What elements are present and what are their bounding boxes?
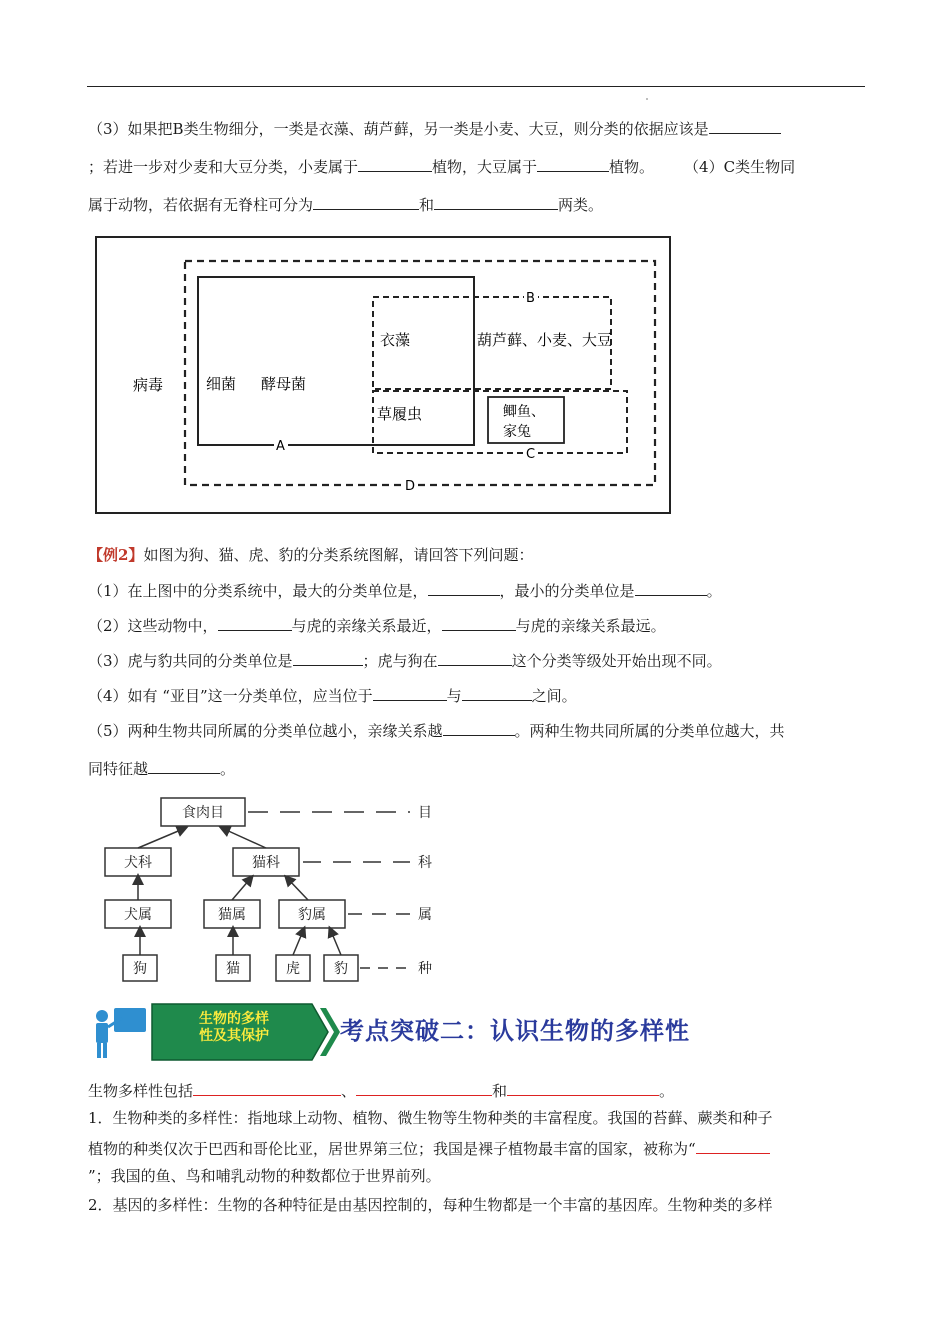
answer-blank[interactable] bbox=[434, 194, 558, 210]
q3-text-c: 这个分类等级处开始出现不同。 bbox=[511, 652, 722, 670]
tiger-label: 虎 bbox=[286, 961, 300, 977]
label-d: D bbox=[405, 479, 416, 494]
diversity-text-1d: 。 bbox=[659, 1082, 675, 1100]
example2-q3 bbox=[88, 650, 722, 671]
badge-line-1: 生物的多样 bbox=[199, 1011, 269, 1027]
animals-label-1: 鲫鱼、 bbox=[503, 404, 545, 420]
q3-line-1 bbox=[88, 118, 781, 139]
q2-text-b: 与虎的亲缘关系最近， bbox=[291, 617, 442, 635]
diversity-text-1a: 生物多样性包括 bbox=[88, 1082, 194, 1100]
diversity-text-3a: 植物的种类仅次于巴西和哥伦比亚，居世界第三位；我国是裸子植物最丰富的国家，被称为“ bbox=[88, 1140, 696, 1158]
teacher-icon bbox=[96, 1008, 146, 1058]
q1-text-b: ，最小的分类单位是 bbox=[499, 582, 635, 600]
paramecium-label: 草履虫 bbox=[377, 405, 423, 423]
q3-line-2 bbox=[88, 156, 795, 177]
rank-order-label: 目 bbox=[418, 805, 432, 821]
diversity-line-5: 2．基因的多样性：生物的各种特征是由基因控制的，每种生物都是一个丰富的基因库。生物种类的多样 bbox=[88, 1196, 773, 1214]
q4-text-b: 与 bbox=[446, 687, 462, 705]
label-a: A bbox=[276, 439, 285, 454]
header-dot bbox=[646, 98, 648, 100]
algae-label: 衣藻 bbox=[380, 331, 411, 349]
answer-blank[interactable] bbox=[462, 685, 532, 701]
q4-text-3b: 和 bbox=[419, 196, 435, 214]
q3-line-3 bbox=[88, 194, 603, 215]
canidae-label: 犬科 bbox=[124, 855, 152, 871]
q2-text-c: 与虎的亲缘关系最远。 bbox=[515, 617, 666, 635]
dog-label: 狗 bbox=[133, 961, 147, 977]
q4-text-3a: 属于动物，若依据有无脊柱可分为 bbox=[88, 196, 314, 214]
rank-genus-label: 属 bbox=[418, 907, 432, 923]
example2-q5 bbox=[88, 720, 785, 741]
answer-blank[interactable] bbox=[148, 758, 220, 774]
answer-blank[interactable] bbox=[635, 580, 707, 596]
answer-blank[interactable] bbox=[537, 156, 609, 172]
group-a-box bbox=[198, 277, 474, 445]
q4-text-a: （4）如有 “亚目”这一分类单位，应当位于 bbox=[88, 687, 373, 705]
group-d-box bbox=[185, 261, 655, 485]
canis-label: 犬属 bbox=[124, 907, 152, 923]
taxonomy-tree bbox=[98, 793, 438, 985]
q3-text-2c: 植物。 bbox=[609, 158, 655, 176]
q3-text-2a: ；若进一步对少麦和大豆分类，小麦属于 bbox=[88, 158, 359, 176]
example-intro-text: 如图为狗、猫、虎、豹的分类系统图解，请回答下列问题： bbox=[143, 546, 534, 564]
panthera-label: 豹属 bbox=[298, 907, 326, 923]
example2-intro bbox=[88, 545, 533, 565]
example2-q5-cont bbox=[88, 758, 235, 779]
answer-blank[interactable] bbox=[356, 1080, 492, 1096]
diversity-text-1b: 、 bbox=[341, 1082, 357, 1100]
rank-species-label: 种 bbox=[418, 961, 432, 977]
diversity-line-4: ”；我国的鱼、鸟和哺乳动物的种数都位于世界前列。 bbox=[88, 1167, 441, 1185]
felidae-label: 猫科 bbox=[252, 855, 280, 871]
answer-blank[interactable] bbox=[193, 1080, 341, 1096]
section-badge-text bbox=[164, 1011, 304, 1045]
diversity-text-1c: 和 bbox=[492, 1082, 508, 1100]
answer-blank[interactable] bbox=[438, 650, 512, 666]
badge-line-2: 性及其保护 bbox=[199, 1028, 269, 1044]
answer-blank[interactable] bbox=[293, 650, 363, 666]
q5-text-c: 同特征越 bbox=[88, 760, 149, 778]
q3-text-2b: 植物，大豆属于 bbox=[432, 158, 538, 176]
label-c: C bbox=[526, 447, 536, 462]
felis-label: 猫属 bbox=[218, 907, 246, 923]
q4-text: （4）C类生物同 bbox=[684, 158, 796, 176]
classification-figure bbox=[93, 235, 673, 515]
header-rule bbox=[87, 86, 865, 87]
q4-text-c: 之间。 bbox=[531, 687, 577, 705]
diversity-line-3 bbox=[88, 1138, 770, 1159]
answer-blank[interactable] bbox=[218, 615, 292, 631]
answer-blank[interactable] bbox=[428, 580, 500, 596]
answer-blank[interactable] bbox=[358, 156, 432, 172]
animals-label-2: 家兔 bbox=[503, 424, 531, 440]
example-label: 【例2】 bbox=[88, 546, 144, 564]
answer-blank[interactable] bbox=[443, 720, 515, 736]
q4-text-3c: 两类。 bbox=[558, 196, 604, 214]
q3-text-b: ；虎与狗在 bbox=[362, 652, 438, 670]
yeast-label: 酵母菌 bbox=[261, 375, 307, 393]
q5-text-b: 。两种生物共同所属的分类单位越大，共 bbox=[514, 722, 785, 740]
q3-text-1: （3）如果把B类生物细分，一类是衣藻、葫芦藓，另一类是小麦、大豆，则分类的依据应该是 bbox=[88, 120, 709, 138]
answer-blank[interactable] bbox=[709, 118, 781, 134]
virus-label: 病毒 bbox=[133, 376, 164, 394]
q5-text-a: （5）两种生物共同所属的分类单位越小，亲缘关系越 bbox=[88, 722, 443, 740]
q3-text-a: （3）虎与豹共同的分类单位是 bbox=[88, 652, 293, 670]
answer-blank[interactable] bbox=[442, 615, 516, 631]
diversity-line-1 bbox=[88, 1080, 674, 1101]
plants-label: 葫芦藓、小麦、大豆 bbox=[477, 331, 613, 349]
q2-text-a: （2）这些动物中， bbox=[88, 617, 218, 635]
answer-blank[interactable] bbox=[696, 1138, 770, 1154]
rank-family-label: 科 bbox=[418, 855, 432, 871]
order-label: 食肉目 bbox=[182, 805, 224, 821]
example2-q4 bbox=[88, 685, 577, 706]
answer-blank[interactable] bbox=[507, 1080, 659, 1096]
answer-blank[interactable] bbox=[373, 685, 447, 701]
bacteria-label: 细菌 bbox=[206, 375, 237, 393]
section-title: 考点突破二：认识生物的多样性 bbox=[340, 1017, 690, 1045]
example2-q2 bbox=[88, 615, 666, 636]
example2-q1 bbox=[88, 580, 722, 601]
leopard-label: 豹 bbox=[334, 961, 348, 977]
q1-text-c: 。 bbox=[706, 582, 722, 600]
q5-text-d: 。 bbox=[220, 760, 236, 778]
diversity-line-2: 1．生物种类的多样性：指地球上动物、植物、微生物等生物种类的丰富程度。我国的苔藓、蕨类和种子 bbox=[88, 1109, 773, 1127]
answer-blank[interactable] bbox=[313, 194, 419, 210]
q1-text-a: （1）在上图中的分类系统中，最大的分类单位是， bbox=[88, 582, 428, 600]
label-b: B bbox=[526, 291, 535, 306]
cat-label: 猫 bbox=[226, 961, 240, 977]
figure-frame bbox=[96, 237, 670, 513]
